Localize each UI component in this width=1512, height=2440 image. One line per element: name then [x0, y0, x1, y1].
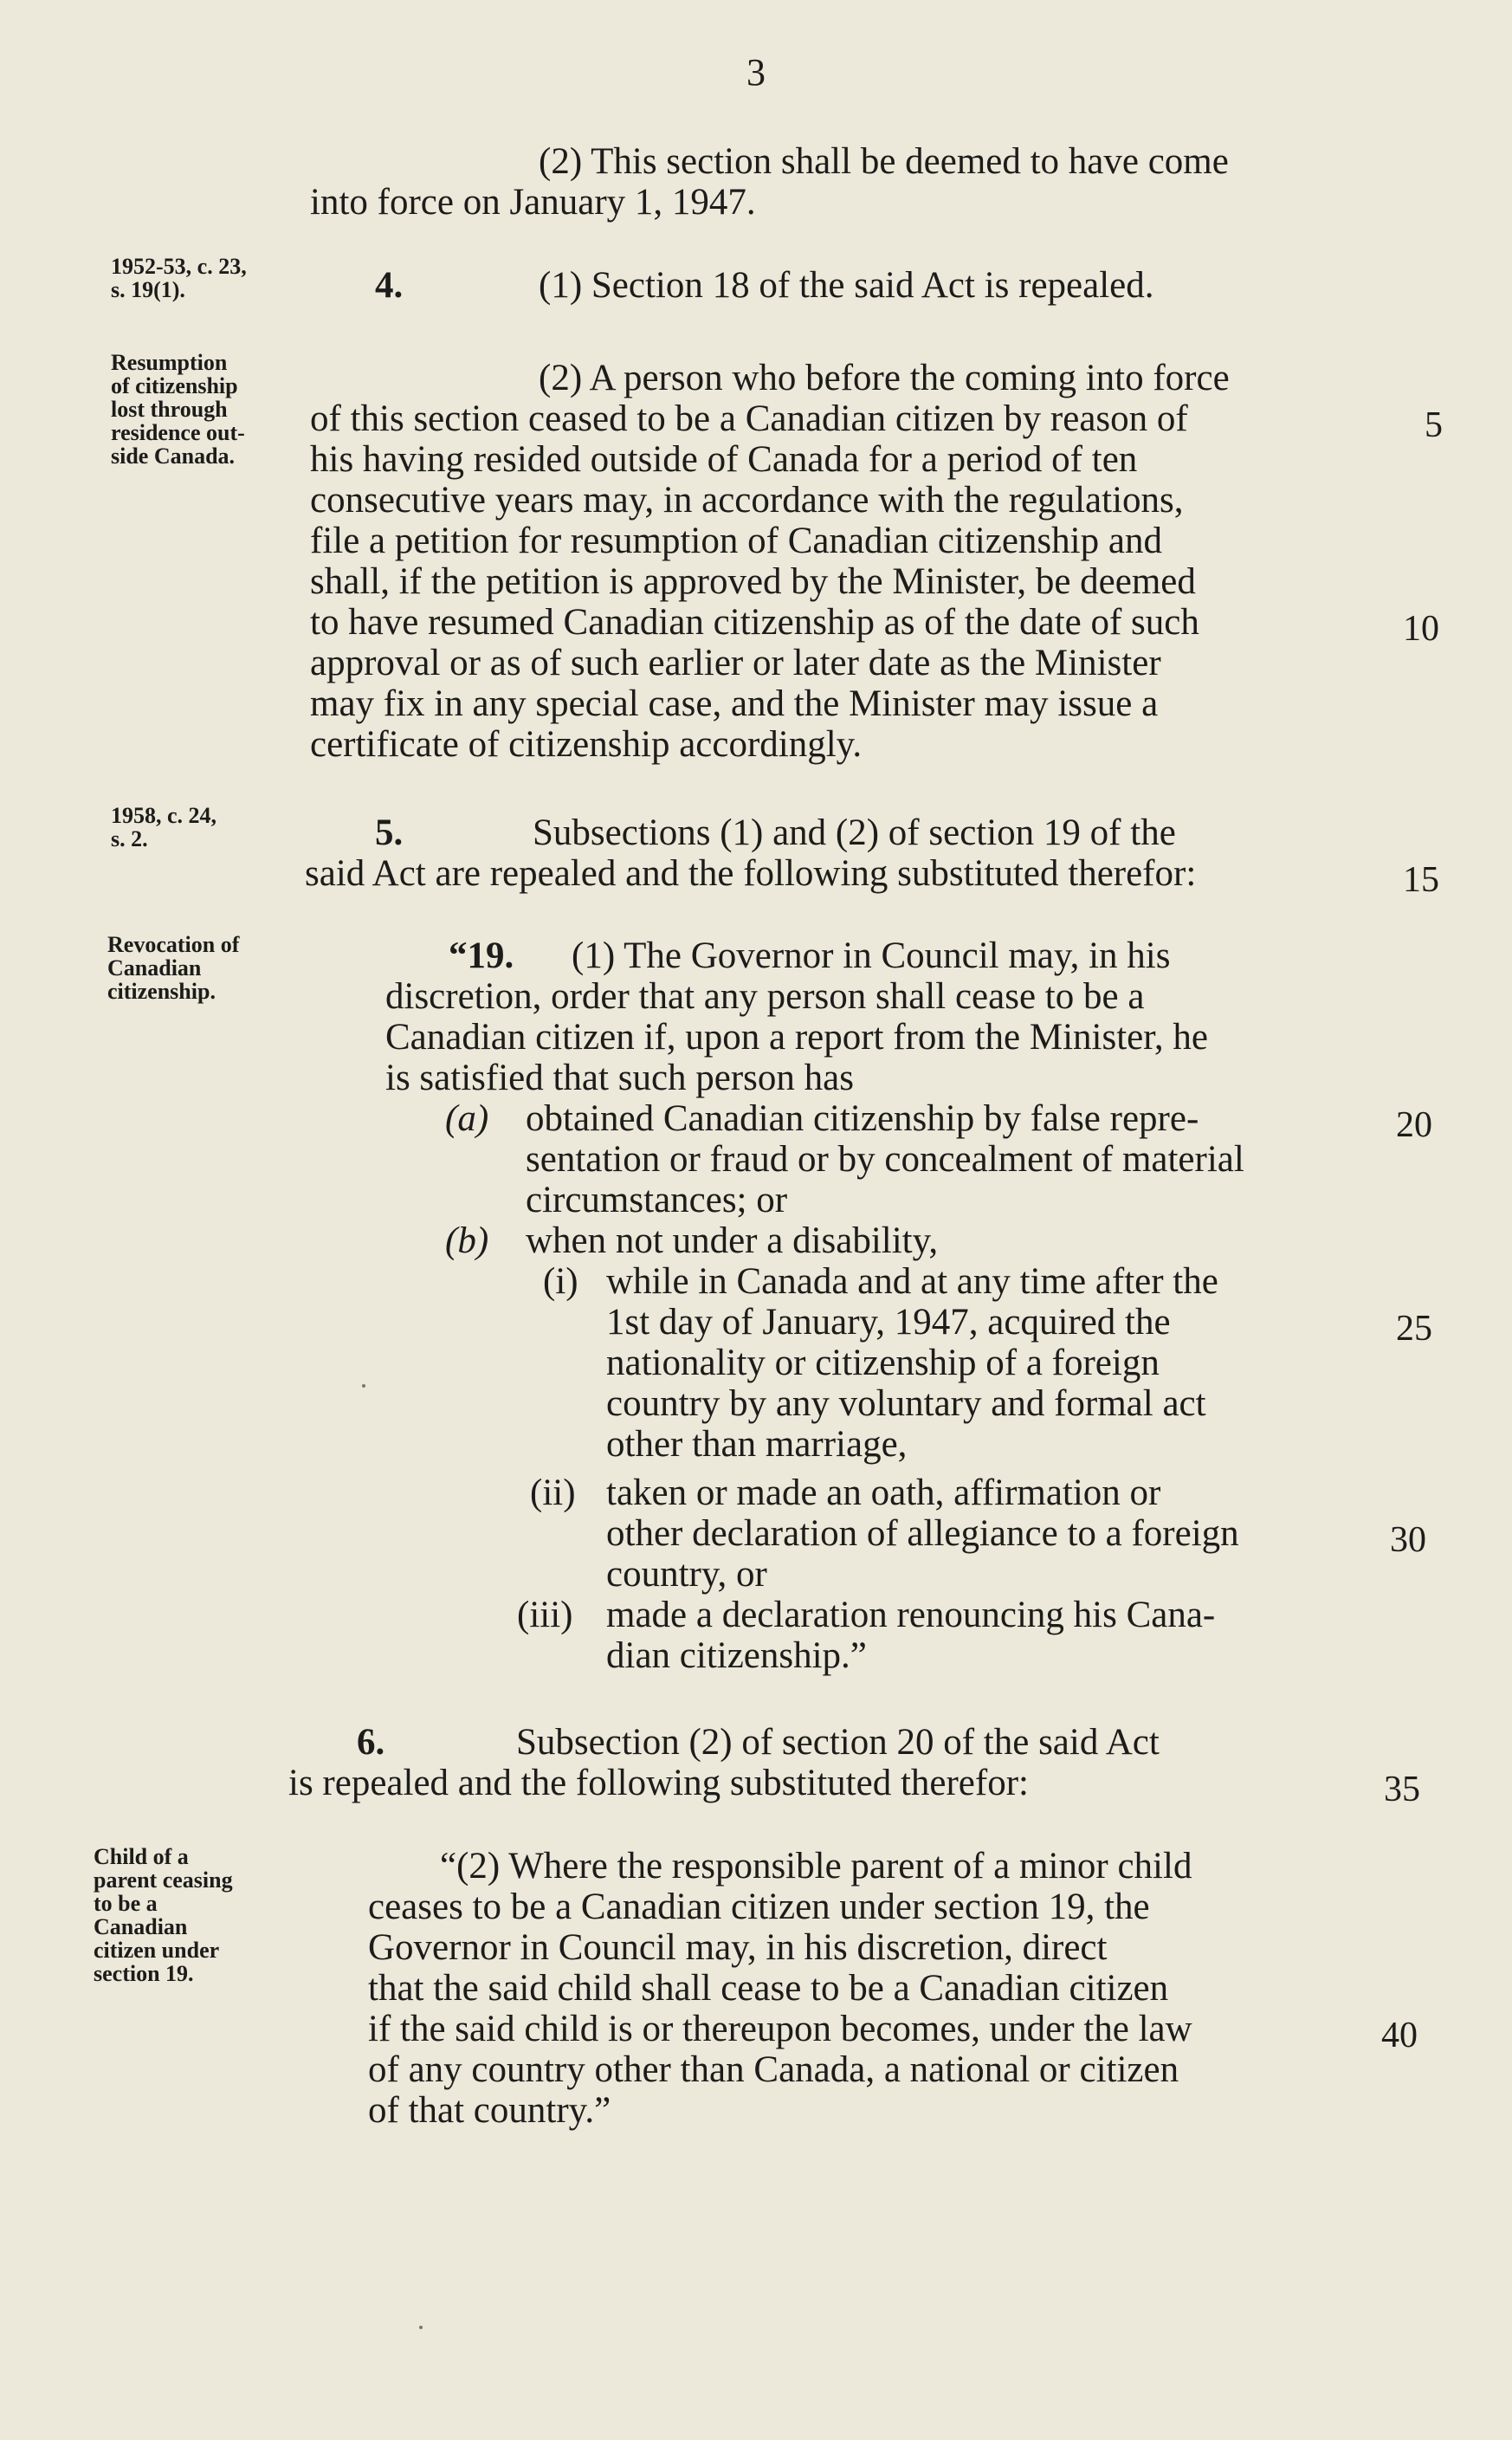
- line-number: 30: [1390, 1520, 1426, 1560]
- body-line: “(2) Where the responsible parent of a minor child: [440, 1846, 1192, 1887]
- margin-note: parent ceasing: [94, 1867, 233, 1893]
- body-line: made a declaration renouncing his Cana-: [606, 1595, 1216, 1635]
- body-line: nationality or citizenship of a foreign: [606, 1343, 1160, 1383]
- body-line: obtained Canadian citizenship by false repre-: [526, 1098, 1199, 1139]
- body-line: Governor in Council may, in his discretion, direct: [368, 1927, 1108, 1968]
- body-line: Subsection (2) of section 20 of the said Act: [516, 1722, 1160, 1763]
- body-line: may fix in any special case, and the Minister may issue a: [310, 683, 1159, 724]
- margin-note: of citizenship: [111, 373, 238, 398]
- section-number: 6.: [357, 1722, 385, 1763]
- body-line: country, or: [606, 1554, 767, 1595]
- body-line: certificate of citizenship accordingly.: [310, 724, 863, 765]
- body-line: of that country.”: [368, 2090, 611, 2131]
- body-line: 1st day of January, 1947, acquired the: [606, 1302, 1171, 1343]
- margin-citation: s. 19(1).: [111, 277, 185, 302]
- body-line: taken or made an oath, affirmation or: [606, 1472, 1161, 1513]
- body-line: Canadian citizen if, upon a report from the Minister, he: [385, 1017, 1208, 1058]
- line-number: 25: [1396, 1309, 1432, 1349]
- body-line: that the said child shall cease to be a Canadian citizen: [368, 1968, 1169, 2009]
- margin-citation: 1958, c. 24,: [111, 803, 217, 828]
- body-line: into force on January 1, 1947.: [310, 182, 756, 223]
- body-line: to have resumed Canadian citizenship as of the date of such: [310, 602, 1199, 643]
- body-line: file a petition for resumption of Canadian citizenship and: [310, 521, 1162, 561]
- margin-note: lost through: [111, 397, 228, 422]
- body-line: while in Canada and at any time after the: [606, 1261, 1218, 1302]
- margin-note: Revocation of: [107, 932, 240, 957]
- paragraph-label: (b): [445, 1220, 489, 1261]
- body-line: discretion, order that any person shall cease to be a: [385, 976, 1145, 1017]
- paragraph-label: (a): [445, 1098, 489, 1139]
- subparagraph-label: (iii): [517, 1595, 573, 1635]
- body-line: (2) A person who before the coming into force: [539, 358, 1230, 398]
- section-number: “19.: [449, 935, 514, 976]
- body-line: sentation or fraud or by concealment of material: [526, 1139, 1244, 1180]
- margin-note: side Canada.: [111, 443, 236, 469]
- body-line: said Act are repealed and the following substituted therefor:: [305, 853, 1197, 894]
- line-number: 10: [1403, 609, 1439, 649]
- body-line: ceases to be a Canadian citizen under section 19, the: [368, 1887, 1150, 1927]
- margin-note: section 19.: [94, 1961, 194, 1986]
- body-line: (2) This section shall be deemed to have come: [539, 141, 1229, 182]
- body-line: his having resided outside of Canada for a period of ten: [310, 439, 1138, 480]
- margin-note: citizenship.: [107, 979, 216, 1004]
- paper-speck: [419, 2326, 423, 2329]
- body-line: (1) Section 18 of the said Act is repealed.: [539, 265, 1154, 306]
- body-line: is satisfied that such person has: [385, 1058, 854, 1098]
- line-number: 15: [1403, 860, 1439, 900]
- paper-speck: [362, 1384, 365, 1388]
- line-number: 40: [1381, 2016, 1418, 2055]
- body-line: circumstances; or: [526, 1180, 788, 1220]
- page-number: 3: [746, 51, 766, 94]
- margin-note: Canadian: [94, 1914, 188, 1939]
- section-number: 5.: [375, 812, 404, 853]
- margin-citation: 1952-53, c. 23,: [111, 254, 247, 279]
- line-number: 35: [1384, 1770, 1420, 1809]
- section-number: 4.: [375, 265, 404, 306]
- margin-note: residence out-: [111, 420, 245, 445]
- line-number: 20: [1396, 1105, 1432, 1145]
- margin-note: Resumption: [111, 350, 228, 375]
- body-line: approval or as of such earlier or later date as the Minister: [310, 643, 1161, 683]
- body-line: of this section ceased to be a Canadian citizen by reason of: [310, 398, 1188, 439]
- body-line: consecutive years may, in accordance with the regulations,: [310, 480, 1184, 521]
- body-line: other than marriage,: [606, 1424, 908, 1465]
- line-number: 5: [1425, 405, 1443, 445]
- body-line: if the said child is or thereupon becomes, under the law: [368, 2009, 1192, 2049]
- subparagraph-label: (ii): [530, 1472, 576, 1513]
- body-line: of any country other than Canada, a national or citizen: [368, 2049, 1179, 2090]
- subparagraph-label: (i): [543, 1261, 578, 1302]
- margin-note: Canadian: [107, 955, 202, 981]
- body-line: dian citizenship.”: [606, 1635, 867, 1676]
- margin-note: to be a: [94, 1891, 158, 1916]
- body-line: other declaration of allegiance to a foreign: [606, 1513, 1239, 1554]
- body-line: Subsections (1) and (2) of section 19 of the: [533, 812, 1176, 853]
- margin-citation: s. 2.: [111, 826, 148, 851]
- body-line: shall, if the petition is approved by the Minister, be deemed: [310, 561, 1196, 602]
- margin-note: citizen under: [94, 1938, 220, 1963]
- margin-note: Child of a: [94, 1844, 189, 1869]
- body-line: country by any voluntary and formal act: [606, 1383, 1206, 1424]
- body-line: when not under a disability,: [526, 1220, 939, 1261]
- body-line: is repealed and the following substituted therefor:: [288, 1763, 1029, 1803]
- body-line: (1) The Governor in Council may, in his: [572, 935, 1171, 976]
